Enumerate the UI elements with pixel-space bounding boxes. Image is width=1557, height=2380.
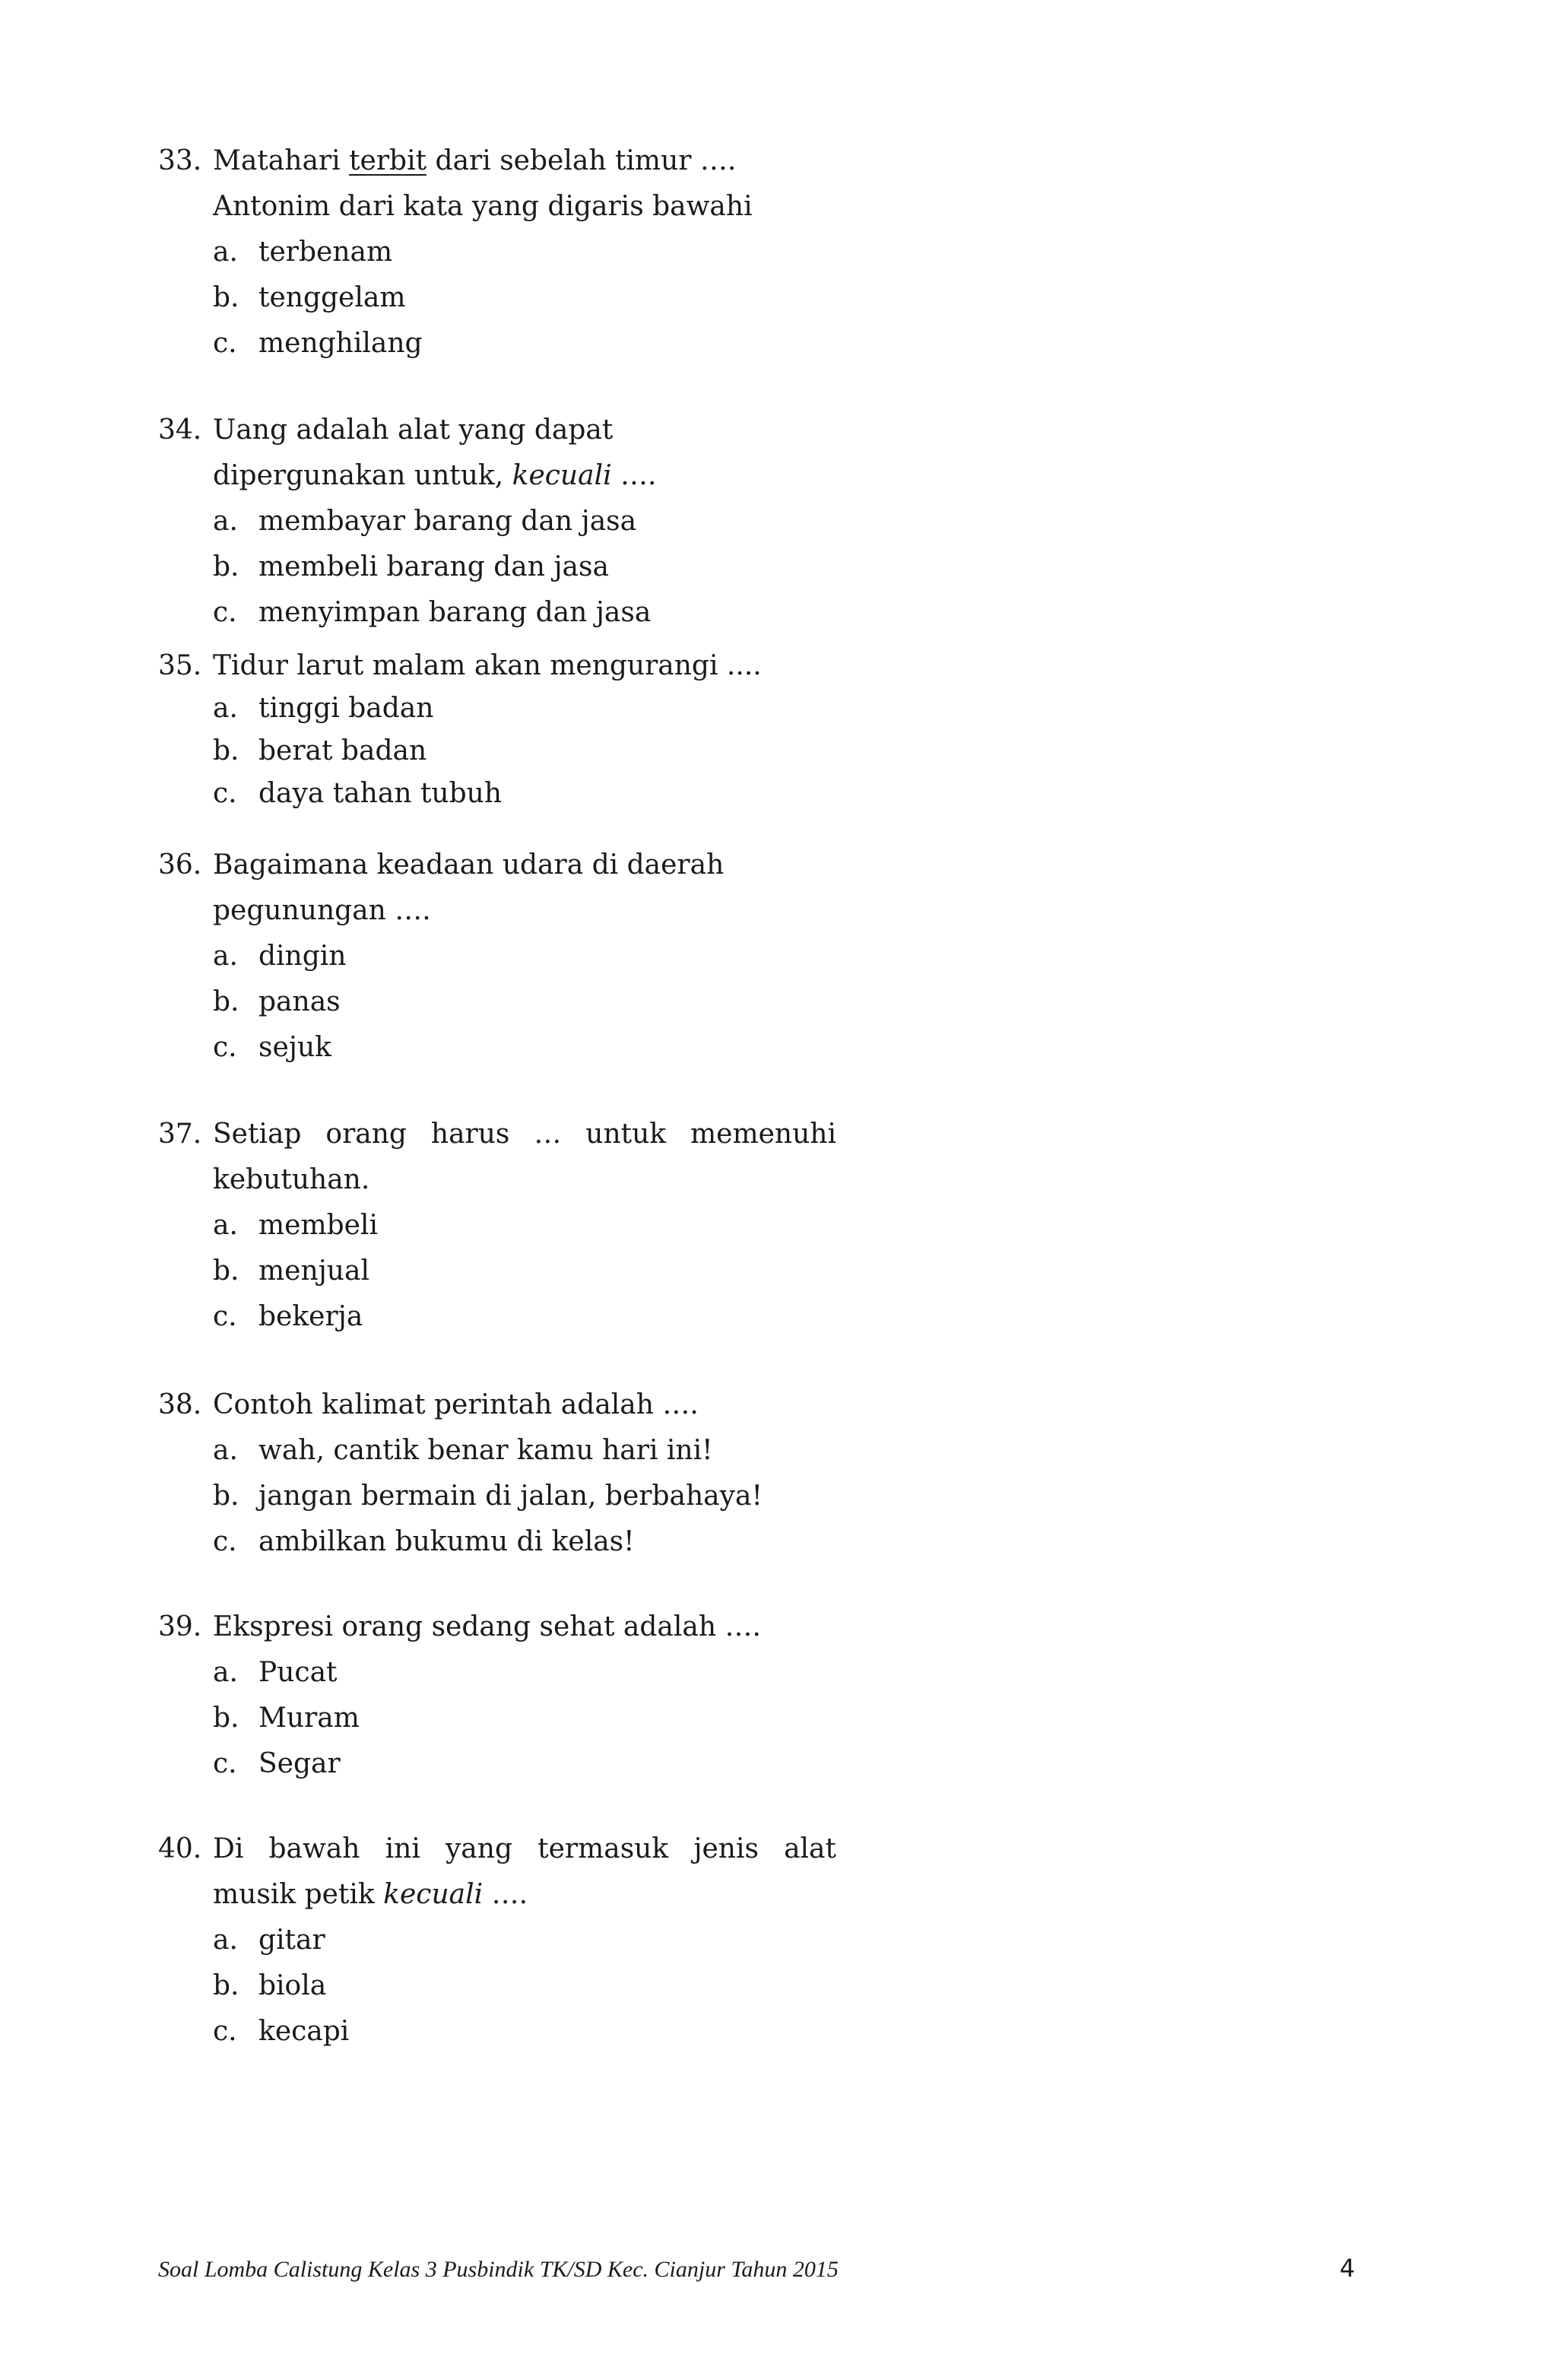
word: memenuhi — [690, 1119, 836, 1150]
question-text: Ekspresi orang sedang sehat adalah …. — [213, 1611, 761, 1642]
option-text: terbenam — [258, 236, 393, 268]
question-line — [158, 184, 753, 230]
option-text: Segar — [258, 1748, 341, 1779]
question-line — [158, 1604, 761, 1650]
option-text: bekerja — [258, 1301, 363, 1332]
question-line — [158, 1157, 744, 1203]
word: harus — [430, 1119, 510, 1150]
question-34 — [158, 408, 744, 636]
question-35 — [158, 645, 762, 815]
underlined-word: terbit — [349, 145, 427, 176]
page-footer: Soal Lomba Calistung Kelas 3 Pusbindik TK/SD Kec. Cianjur Tahun 2015 — [158, 2257, 839, 2282]
option-letter: b. — [213, 1480, 239, 1512]
question-text: Uang adalah alat yang dapat — [213, 414, 614, 446]
option-text: membeli — [258, 1210, 378, 1241]
option-text: tenggelam — [258, 282, 406, 313]
option-letter: c. — [213, 1301, 237, 1332]
option-a — [158, 1203, 744, 1249]
option-letter: b. — [213, 1970, 239, 2001]
option-text: menghilang — [258, 328, 423, 359]
option-letter: a. — [213, 236, 238, 268]
question-line — [158, 888, 744, 934]
question-40 — [158, 1826, 836, 2055]
word: Di — [213, 1833, 244, 1864]
question-text: …. — [611, 460, 657, 491]
question-text: Antonim dari kata yang digaris bawahi — [213, 191, 753, 222]
option-b — [158, 1696, 744, 1741]
question-line — [158, 408, 744, 453]
option-letter: c. — [213, 2016, 237, 2047]
option-letter: a. — [213, 1925, 238, 1956]
word: bawah — [268, 1833, 360, 1864]
option-text: menjual — [258, 1255, 369, 1287]
option-letter: b. — [213, 282, 239, 313]
question-line — [158, 1112, 836, 1157]
option-letter: c. — [213, 328, 237, 359]
word: Setiap — [213, 1119, 302, 1150]
question-text: Tidur larut malam akan mengurangi .... — [213, 650, 762, 681]
question-line — [158, 1826, 836, 1872]
option-a — [158, 230, 744, 275]
option-text: Pucat — [258, 1657, 338, 1688]
page-number: 4 — [1340, 2254, 1356, 2283]
question-38 — [158, 1382, 763, 1565]
option-a — [158, 687, 744, 730]
option-text: gitar — [258, 1925, 325, 1956]
option-text: sejuk — [258, 1032, 331, 1063]
question-line — [158, 843, 744, 888]
option-text: tinggi badan — [258, 693, 434, 724]
question-line — [158, 645, 762, 687]
option-letter: b. — [213, 1702, 239, 1734]
option-letter: a. — [213, 693, 238, 724]
question-text: pegunungan …. — [213, 895, 431, 926]
word: untuk — [585, 1119, 667, 1150]
question-text: …. — [483, 1879, 528, 1910]
option-c — [158, 1025, 744, 1071]
question-text-justified — [213, 1112, 836, 1157]
word: termasuk — [537, 1833, 669, 1864]
option-text: Muram — [258, 1702, 360, 1734]
option-b — [158, 730, 744, 773]
option-c — [158, 2009, 744, 2055]
option-b — [158, 1249, 744, 1294]
question-text: dipergunakan untuk, — [213, 460, 512, 491]
question-line — [158, 1382, 744, 1428]
option-text: daya tahan tubuh — [258, 778, 503, 809]
option-b — [158, 979, 744, 1025]
question-number: 39. — [158, 1611, 202, 1642]
option-c — [158, 590, 744, 636]
option-letter: c. — [213, 1748, 237, 1779]
option-text: kecapi — [258, 2016, 350, 2047]
question-text: Contoh kalimat perintah adalah …. — [213, 1389, 699, 1420]
question-text: kebutuhan. — [213, 1164, 370, 1195]
option-c — [158, 321, 744, 367]
option-text: biola — [258, 1970, 327, 2001]
option-letter: b. — [213, 986, 239, 1017]
question-number: 35. — [158, 650, 202, 681]
question-text: Matahari — [213, 145, 350, 176]
question-number: 37. — [158, 1119, 202, 1150]
option-letter: c. — [213, 1526, 237, 1557]
option-letter: b. — [213, 1255, 239, 1287]
option-a — [158, 499, 744, 544]
option-letter: c. — [213, 597, 237, 628]
option-text: membeli barang dan jasa — [258, 551, 609, 582]
word: ini — [385, 1833, 420, 1864]
option-text: berat badan — [258, 735, 427, 766]
option-c — [158, 773, 744, 815]
question-33 — [158, 138, 753, 367]
word: yang — [445, 1833, 512, 1864]
question-line — [158, 1872, 744, 1918]
option-a — [158, 1918, 744, 1963]
option-text: dingin — [258, 941, 347, 972]
word: orang — [325, 1119, 407, 1150]
question-text: musik petik — [213, 1879, 384, 1910]
option-b — [158, 275, 744, 321]
question-39 — [158, 1604, 761, 1787]
question-line — [158, 453, 744, 499]
option-letter: c. — [213, 1032, 237, 1063]
question-text-justified — [213, 1826, 836, 1872]
option-b — [158, 544, 744, 590]
option-text: panas — [258, 986, 341, 1017]
option-letter: c. — [213, 778, 237, 809]
option-c — [158, 1294, 744, 1340]
option-text: jangan bermain di jalan, berbahaya! — [258, 1480, 763, 1512]
option-letter: a. — [213, 941, 238, 972]
question-number: 33. — [158, 145, 202, 176]
question-number: 40. — [158, 1833, 202, 1864]
option-a — [158, 1650, 744, 1696]
option-letter: a. — [213, 1435, 238, 1466]
option-text: wah, cantik benar kamu hari ini! — [258, 1435, 713, 1466]
option-letter: b. — [213, 551, 239, 582]
question-text: Bagaimana keadaan udara di daerah — [213, 849, 725, 881]
option-c — [158, 1741, 744, 1787]
question-text: dari sebelah timur …. — [427, 145, 737, 176]
option-a — [158, 1428, 744, 1474]
option-b — [158, 1474, 763, 1519]
option-c — [158, 1519, 744, 1565]
italic-word: kecuali — [383, 1879, 484, 1910]
word: alat — [784, 1833, 836, 1864]
option-letter: a. — [213, 506, 238, 537]
option-letter: a. — [213, 1210, 238, 1241]
question-line — [158, 138, 744, 184]
option-text: menyimpan barang dan jasa — [258, 597, 652, 628]
option-a — [158, 934, 744, 979]
question-number: 34. — [158, 414, 202, 446]
word: jenis — [693, 1833, 759, 1864]
option-text: ambilkan bukumu di kelas! — [258, 1526, 635, 1557]
option-letter: b. — [213, 735, 239, 766]
italic-word: kecuali — [512, 460, 612, 491]
option-b — [158, 1963, 744, 2009]
question-37 — [158, 1112, 836, 1340]
word: … — [534, 1119, 562, 1150]
question-36 — [158, 843, 744, 1071]
question-number: 38. — [158, 1389, 202, 1420]
option-text: membayar barang dan jasa — [258, 506, 637, 537]
question-number: 36. — [158, 849, 202, 881]
option-letter: a. — [213, 1657, 238, 1688]
